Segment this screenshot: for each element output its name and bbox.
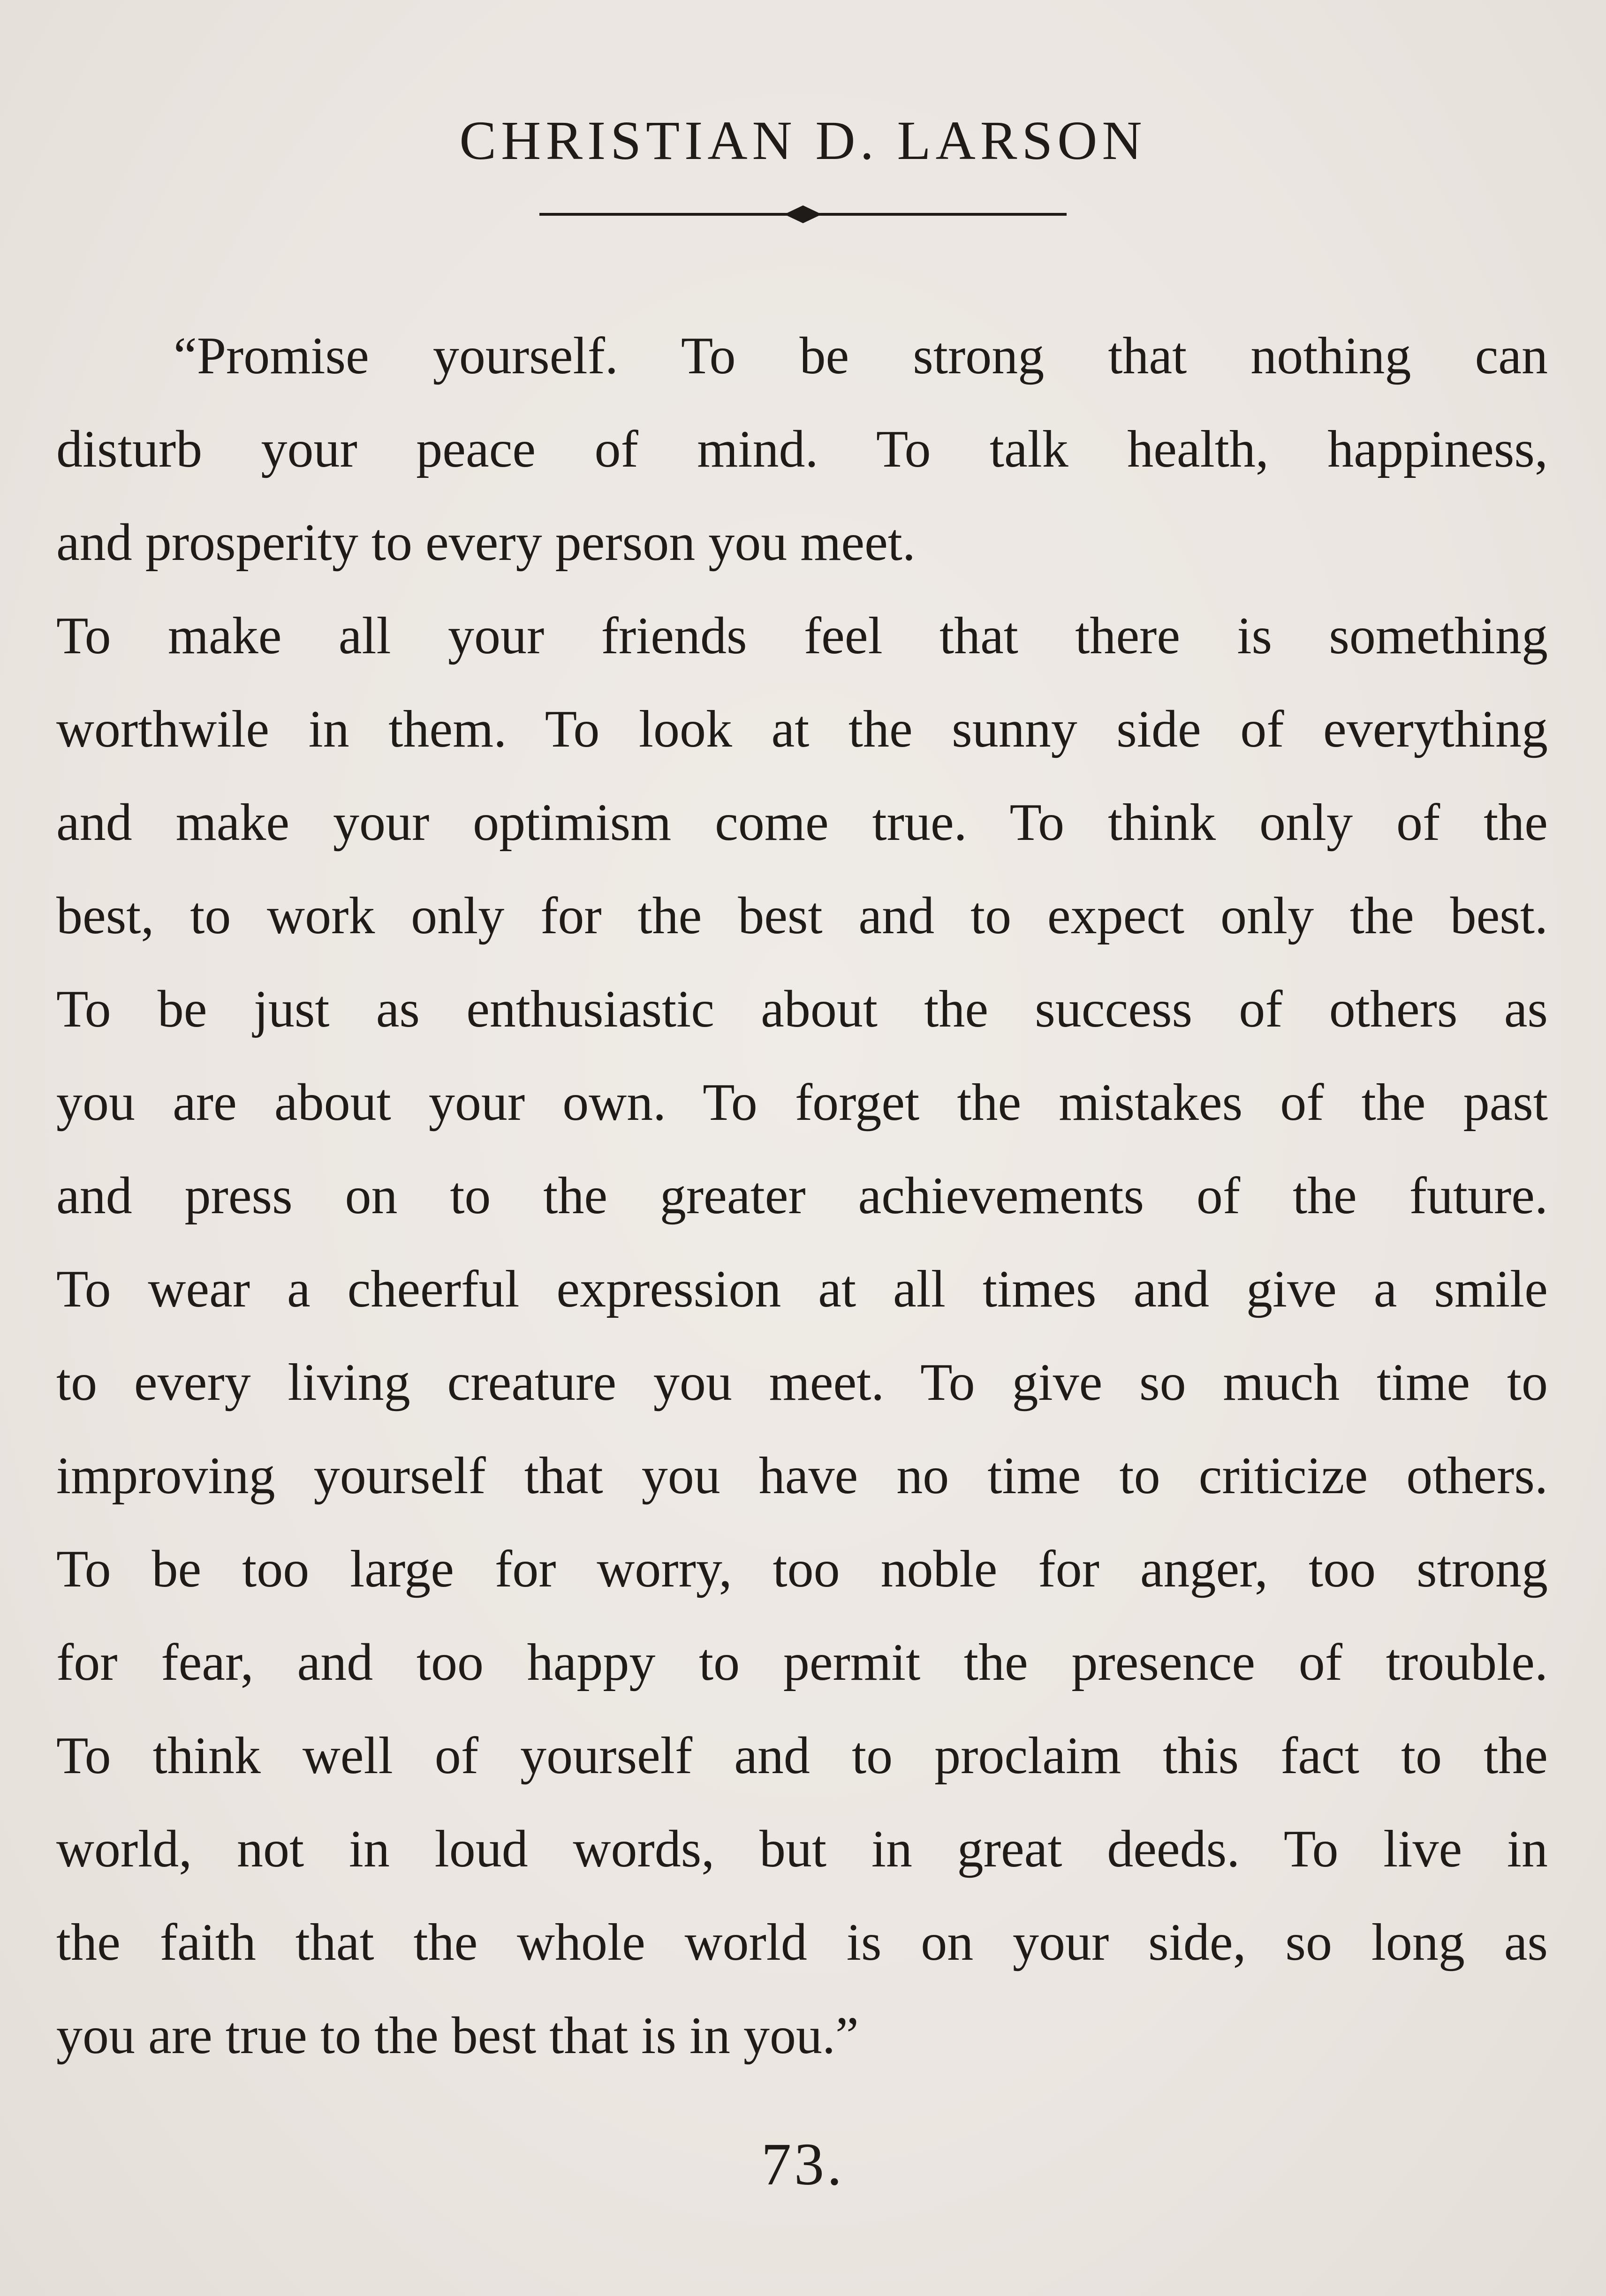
quote-line: worthwile in them. To look at the sunny side of everything [56,700,1548,758]
quote-line: “Promise yourself. To be strong that nothing can [174,327,1548,385]
page-number: 73. [761,2131,845,2198]
ornamental-divider [539,203,1067,226]
quote-line: you are about your own. To forget the mistakes of the past [56,1073,1548,1132]
divider-diamond [784,205,822,223]
quote-line: To think well of yourself and to proclaim this fact to the [56,1727,1548,1785]
quote-line: to every living creature you meet. To give so much time to [56,1353,1548,1412]
quote-line: for fear, and too happy to permit the presence of trouble. [56,1633,1548,1692]
quote-line: improving yourself that you have no time to criticize others. [56,1447,1548,1505]
quote-line: To be just as enthusiastic about the success of others as [56,980,1548,1038]
quote-line: world, not in loud words, but in great deeds. To live in [56,1820,1548,1878]
author-heading: CHRISTIAN D. LARSON [459,110,1147,171]
quote-line: and make your optimism come true. To think only of the [56,793,1548,852]
quote-line: best, to work only for the best and to expect only the best. [56,887,1548,945]
quote-line: the faith that the whole world is on your side, so long as [56,1913,1548,1971]
quote-line: To make all your friends feel that there is something [56,607,1548,665]
quote-line: you are true to the best that is in you.” [56,2007,859,2065]
quote-line: and press on to the greater achievements of the future. [56,1167,1548,1225]
quote-line: To be too large for worry, too noble for anger, too strong [56,1540,1548,1598]
quote-line: and prosperity to every person you meet. [56,514,916,572]
quote-body [56,310,1548,2083]
quote-line: To wear a cheerful expression at all times and give a smile [56,1260,1548,1318]
quote-line: disturb your peace of mind. To talk health, happiness, [56,420,1548,478]
